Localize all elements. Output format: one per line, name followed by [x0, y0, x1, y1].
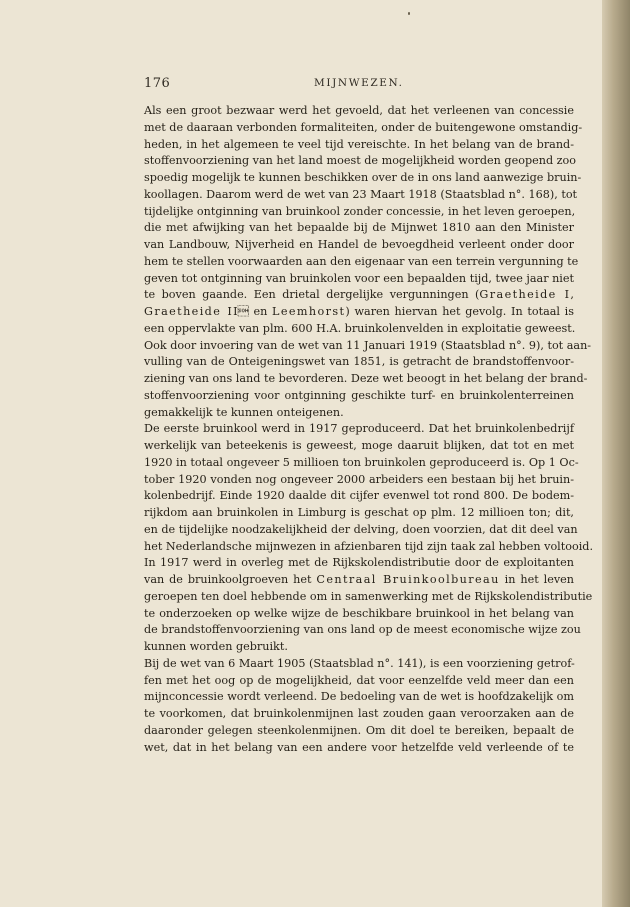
text-line: kunnen worden gebruikt.	[144, 640, 288, 653]
text-line: een oppervlakte van plm. 600 H.A. bruinkolenvelden in exploitatie geweest.	[144, 321, 576, 335]
text-line: tober 1920 vonden nog ongeveer 2000 arbeiders een bestaan bij het bruin-	[144, 472, 574, 486]
body-text	[144, 103, 594, 756]
text-line: Graetheide II en Leemhorst) waren hiervan het gevolg. In totaal is	[144, 305, 574, 318]
text-line: werkelijk van beteekenis is geweest, moge daaruit blijken, dat tot en met	[144, 439, 574, 452]
text-line: koollagen. Daarom werd de wet van 23 Maart 1918 (Staatsblad n°. 168), tot	[144, 187, 578, 201]
text-line: met de daaraan verbonden formaliteiten, onder de buitengewone omstandig-	[144, 120, 583, 134]
text-line: te onderzoeken op welke wijze de beschikbare bruinkool in het belang van	[144, 606, 574, 620]
text-line: hem te stellen voorwaarden aan den eigenaar van een terrein vergunning te	[144, 254, 579, 268]
text-line: te boven gaande. Een drietal dergelijke vergunningen (Graetheide I,	[144, 288, 574, 302]
text-line: daaronder gelegen steenkolenmijnen. Om dit doel te bereiken, bepaalt de	[144, 723, 574, 737]
text-line: geroepen ten doel hebbende om in samenwerking met de Rijkskolendistributie	[144, 589, 593, 603]
text-line: kolenbedrijf. Einde 1920 daalde dit cijfer evenwel tot rond 800. De bodem-	[144, 489, 574, 503]
text-line: spoedig mogelijk te kunnen beschikken over de in ons land aanwezige bruin-	[144, 171, 582, 184]
text-line: fen met het oog op de mogelijkheid, dat voor eenzelfde veld meer dan een	[144, 673, 574, 687]
text-line: De eerste bruinkool werd in 1917 geproduceerd. Dat het bruinkolenbedrijf	[144, 422, 574, 436]
text-line: mijnconcessie wordt verleend. De bedoeling van de wet is hoofdzakelijk om	[144, 690, 574, 704]
text-line: Bij de wet van 6 Maart 1905 (Staatsblad n°. 141), is een voorziening getrof-	[144, 656, 575, 670]
text-line: Als een groot bezwaar werd het gevoeld, dat het verleenen van concessie	[144, 104, 574, 117]
text-line: gemakkelijk te kunnen onteigenen.	[144, 405, 344, 419]
text-line: te voorkomen, dat bruinkolenmijnen last zouden gaan veroorzaken aan de	[144, 707, 574, 720]
text-line: stoffenvoorziening voor ontginning geschikte turf- en bruinkolenterreinen	[144, 388, 574, 402]
text-line: geven tot ontginning van bruinkolen voor een bepaalden tijd, twee jaar niet	[144, 271, 574, 285]
text-line: de brandstoffenvoorziening van ons land op de meest economische wijze zou	[144, 623, 581, 637]
text-line: en de tijdelijke noodzakelijkheid der delving, doen voorzien, dat dit deel van	[144, 522, 578, 536]
running-head: MIJNWEZEN.	[314, 77, 404, 89]
text-line: stoffenvoorziening van het land moest de mogelijkheid worden geopend zoo	[144, 154, 577, 168]
text-line: ziening van ons land te bevorderen. Deze wet beoogt in het belang der brand-	[144, 372, 588, 385]
text-line: het Nederlandsche mijnwezen in afzienbaren tijd zijn taak zal hebben voltooid.	[144, 539, 594, 553]
ink-speck	[408, 12, 410, 15]
text-line: 1920 in totaal ongeveer 5 millioen ton bruinkolen geproduceerd is. Op 1 Oc-	[144, 455, 579, 469]
page-number: 176	[144, 76, 171, 91]
text-line: van de bruinkoolgroeven het Centraal Bruinkoolbureau in het leven	[144, 573, 574, 586]
text-line: die met afwijking van het bepaalde bij de Mijnwet 1810 aan den Minister	[144, 221, 574, 235]
text-line: Ook door invoering van de wet van 11 Januari 1919 (Staatsblad n°. 9), tot aan-	[144, 338, 592, 352]
text-line: rijkdom aan bruinkolen in Limburg is geschat op plm. 12 millioen ton; dit,	[144, 506, 574, 519]
text-line: van Landbouw, Nijverheid en Handel de bevoegdheid verleent onder door	[144, 238, 574, 251]
text-line: In 1917 werd in overleg met de Rijkskolendistributie door de exploitanten	[144, 556, 574, 570]
text-line: wet, dat in het belang van een andere voor hetzelfde veld verleende of te	[144, 740, 574, 754]
text-line: heden, in het algemeen te veel tijd vereischte. In het belang van de brand-	[144, 137, 574, 151]
text-line: tijdelijke ontginning van bruinkool zonder concessie, in het leven geroepen,	[144, 204, 576, 218]
scan-page-edge	[602, 0, 630, 907]
text-line: vulling van de Onteigeningswet van 1851, is getracht de brandstoffenvoor-	[144, 355, 574, 369]
